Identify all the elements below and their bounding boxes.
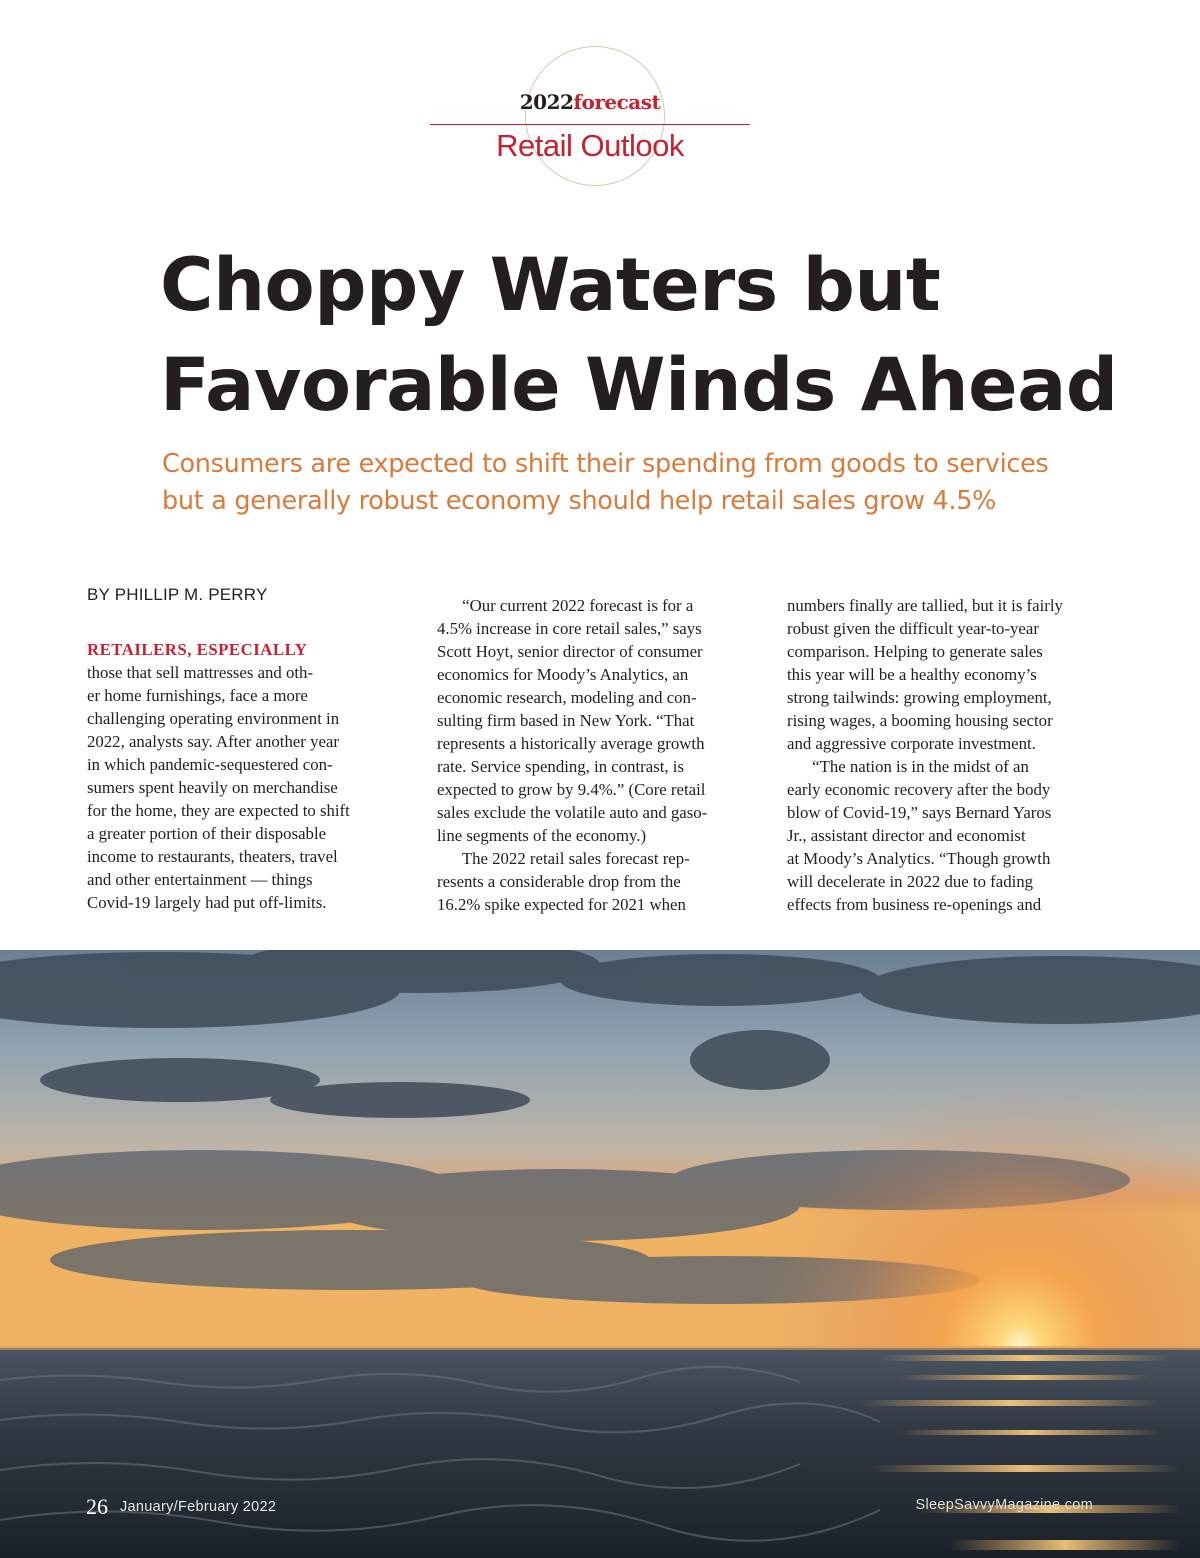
text-line: sumers spent heavily on merchandise — [87, 778, 338, 797]
section-kicker — [430, 90, 750, 114]
text-line: comparison. Helping to generate sales — [787, 642, 1043, 661]
text-line: 16.2% spike expected for 2021 when — [437, 895, 686, 914]
text-line: rising wages, a booming housing sector — [787, 711, 1053, 730]
text-line: income to restaurants, theaters, travel — [87, 847, 338, 866]
text-line: The 2022 retail sales forecast rep- — [437, 849, 690, 868]
website-url: SleepSavvyMagazine.com — [915, 1497, 1093, 1513]
column-1-lines — [87, 661, 397, 914]
text-line: 2022, analysts say. After another year — [87, 732, 339, 751]
body-column-2 — [437, 594, 747, 916]
text-line: robust given the difficult year-to-year — [787, 619, 1039, 638]
text-line: challenging operating environment in — [87, 709, 340, 728]
text-line: this year will be a healthy economy’s — [787, 665, 1037, 684]
text-line: represents a historically average growth — [437, 734, 705, 753]
text-line: at Moody’s Analytics. “Though growth — [787, 849, 1051, 868]
text-line: “Our current 2022 forecast is for a — [437, 596, 694, 615]
text-line: Jr., assistant director and economist — [787, 826, 1026, 845]
kicker-rule — [430, 124, 750, 125]
text-line: rate. Service spending, in contrast, is — [437, 757, 684, 776]
text-line: will decelerate in 2022 due to fading — [787, 872, 1034, 891]
dek-line-2: but a generally robust economy should help retail sales grow 4.5% — [162, 486, 997, 516]
headline-line-1: Choppy Waters but — [160, 243, 941, 328]
body-column-3 — [787, 594, 1097, 916]
column-2-lines — [437, 594, 747, 916]
issue-date: January/February 2022 — [120, 1499, 277, 1515]
headline-line-2: Favorable Winds Ahead — [160, 343, 1118, 428]
body-column-1 — [87, 638, 397, 914]
section-label: Retail Outlook — [496, 128, 684, 163]
text-line: early economic recovery after the body — [787, 780, 1051, 799]
byline: BY PHILLIP M. PERRY — [87, 585, 268, 604]
text-line: economics for Moody’s Analytics, an — [437, 665, 689, 684]
text-line: a greater portion of their disposable — [87, 824, 327, 843]
page-number: 26 — [86, 1494, 108, 1519]
text-line: expected to grow by 9.4%.” (Core retail — [437, 780, 706, 799]
text-line: Covid-19 largely had put off-limits. — [87, 893, 327, 912]
text-line: 4.5% increase in core retail sales,” says — [437, 619, 702, 638]
text-line: “The nation is in the midst of an — [787, 757, 1029, 776]
text-line: numbers finally are tallied, but it is fairly — [787, 596, 1063, 615]
text-line: line segments of the economy.) — [437, 826, 647, 845]
column-3-lines — [787, 594, 1097, 916]
sunset-ocean-photo — [0, 950, 1200, 1558]
article-headline — [160, 236, 1160, 436]
text-line: and other entertainment — things — [87, 870, 313, 889]
text-line: strong tailwinds: growing employment, — [787, 688, 1052, 707]
text-line: Scott Hoyt, senior director of consumer — [437, 642, 703, 661]
text-line: er home furnishings, face a more — [87, 686, 308, 705]
text-line: sales exclude the volatile auto and gaso- — [437, 803, 708, 822]
text-line: those that sell mattresses and oth- — [87, 663, 314, 682]
text-line: effects from business re-openings and — [787, 895, 1042, 914]
text-line: and aggressive corporate investment. — [787, 734, 1036, 753]
dek-line-1: Consumers are expected to shift their spending from goods to services — [162, 449, 1049, 479]
text-line: resents a considerable drop from the — [437, 872, 681, 891]
kicker-word: forecast — [573, 90, 661, 114]
text-line: blow of Covid-19,” says Bernard Yaros — [787, 803, 1052, 822]
text-line: sulting firm based in New York. “That — [437, 711, 695, 730]
header-badge-circle — [525, 46, 665, 186]
article-dek — [162, 446, 1162, 520]
text-line: for the home, they are expected to shift — [87, 801, 350, 820]
kicker-year: 2022 — [519, 90, 574, 114]
lead-in: RETAILERS, ESPECIALLY — [87, 640, 308, 659]
text-line: in which pandemic-sequestered con- — [87, 755, 333, 774]
text-line: economic research, modeling and con- — [437, 688, 697, 707]
